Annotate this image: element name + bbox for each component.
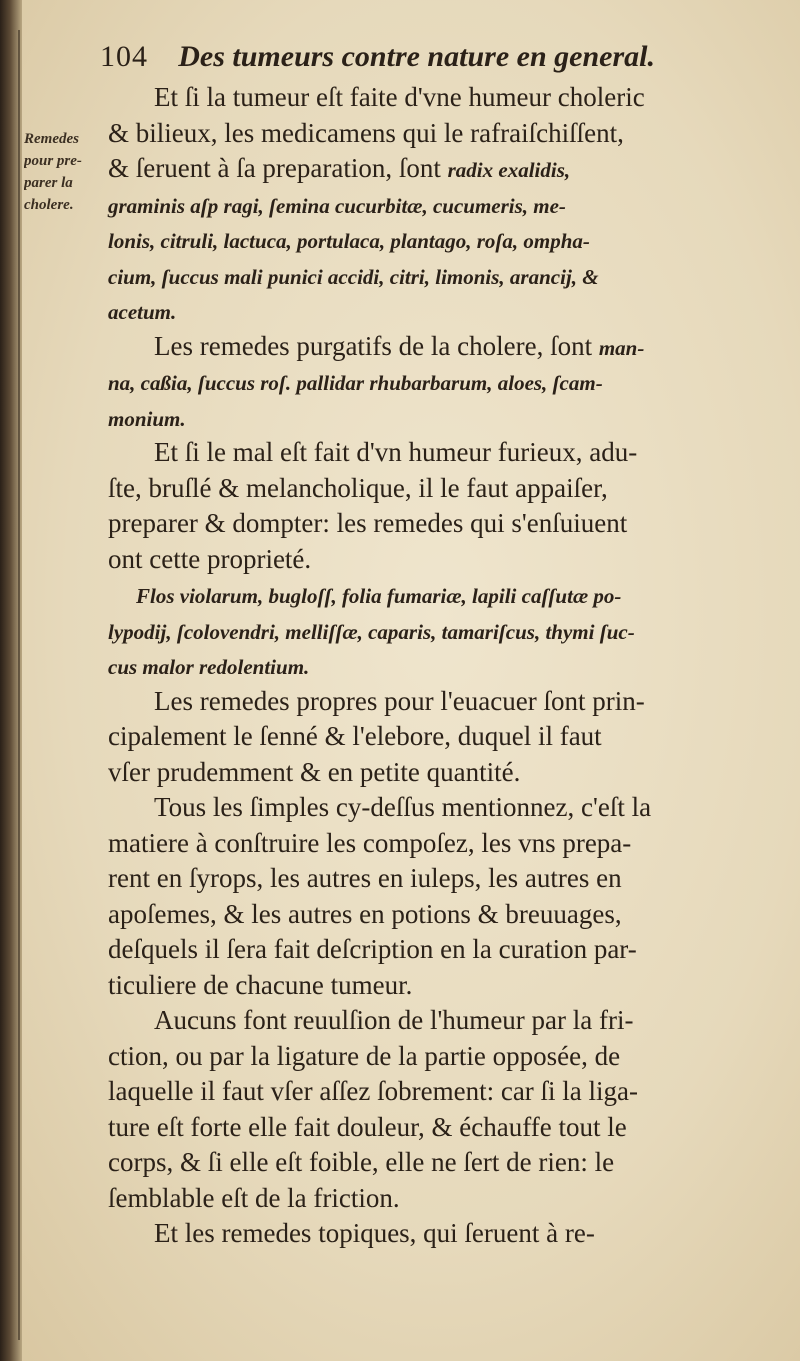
text-line — [108, 1216, 788, 1252]
french-text: Et ſi le mal eſt fait d'vn humeur furieux, adu- — [154, 437, 638, 467]
text-line — [108, 577, 788, 613]
text-line — [108, 187, 788, 223]
margin-note — [24, 128, 98, 216]
latin-text: cium, ſuccus mali punici accidi, citri, limonis, arancij, & — [108, 264, 599, 289]
french-text: laquelle il faut vſer aſſez ſobrement: car ſi la liga- — [108, 1076, 639, 1106]
margin-note-line: cholere. — [24, 197, 74, 213]
french-text: Et ſi la tumeur eſt faite d'vne humeur choleric — [154, 82, 645, 112]
text-line — [108, 1074, 788, 1110]
french-text: rent en ſyrops, les autres en iuleps, les autres en — [108, 863, 622, 893]
running-title: Des tumeurs contre nature en general. — [178, 40, 655, 73]
text-line — [108, 1039, 788, 1075]
text-line — [108, 826, 788, 862]
text-line — [108, 755, 788, 791]
text-line — [108, 613, 788, 649]
french-text: Les remedes purgatifs de la cholere, ſont — [154, 330, 599, 361]
page-body — [108, 80, 788, 1252]
paragraph — [108, 790, 788, 1003]
french-text: Les remedes propres pour l'euacuer ſont prin- — [154, 685, 645, 716]
french-text: & ſeruent à ſa preparation, ſont — [108, 153, 448, 183]
page-number: 104 — [100, 40, 148, 73]
paragraph — [108, 684, 788, 791]
text-line — [108, 364, 788, 400]
french-text: preparer & dompter: les remedes qui s'enſuiuent — [108, 508, 628, 538]
text-line — [108, 1145, 788, 1181]
text-line — [108, 684, 788, 720]
latin-text: na, caßia, ſuccus roſ. pallidar rhubarbarum, aloes, ſcam- — [108, 371, 603, 395]
text-line — [108, 222, 788, 258]
latin-text: radix exalidis, — [447, 158, 571, 182]
latin-text: lonis, citruli, lactuca, portulaca, plantago, roſa, ompha- — [108, 229, 590, 253]
paragraph — [108, 329, 788, 436]
margin-note-line: Remedes — [24, 131, 79, 147]
paragraph — [108, 577, 788, 684]
text-line — [108, 648, 788, 684]
text-line — [108, 932, 788, 968]
french-text: vſer prudemment & en petite quantité. — [108, 756, 521, 787]
text-line — [108, 151, 788, 187]
text-line — [108, 471, 788, 507]
text-line — [108, 80, 788, 116]
french-text: ction, ou par la ligature de la partie opposée, de — [108, 1040, 621, 1071]
french-text: Aucuns font reuulſion de l'humeur par la fri- — [154, 1005, 634, 1035]
latin-text: monium. — [108, 406, 186, 431]
latin-text: graminis aſp ragi, ſemina cucurbitæ, cucumeris, me- — [108, 193, 566, 218]
text-line — [108, 1003, 788, 1039]
latin-text: man- — [598, 335, 645, 360]
text-line — [108, 400, 788, 436]
text-line — [108, 790, 788, 826]
french-text: ture eſt forte elle fait douleur, & échauffe tout le — [108, 1111, 627, 1142]
french-text: ſte, bruſlé & melancholique, il le faut appaiſer, — [108, 472, 608, 503]
french-text: ſemblable eſt de la friction. — [108, 1182, 400, 1213]
text-line — [108, 719, 788, 755]
latin-text: acetum. — [108, 300, 177, 324]
french-text: cipalement le ſenné & l'elebore, duquel il faut — [108, 721, 602, 751]
text-line — [108, 897, 788, 933]
text-line — [108, 542, 788, 578]
text-line — [108, 116, 788, 152]
text-line — [108, 1181, 788, 1217]
text-line — [108, 435, 788, 471]
paragraph — [108, 1003, 788, 1216]
text-line — [108, 258, 788, 294]
margin-note-line: pour pre- — [24, 153, 82, 169]
latin-text: Flos violarum, bugloſſ, folia fumariæ, lapili caſſutæ po- — [136, 584, 622, 608]
page-header — [100, 38, 780, 82]
latin-text: cus malor redolentium. — [108, 655, 310, 679]
margin-note-line: parer la — [24, 175, 73, 191]
text-line — [108, 861, 788, 897]
latin-text: lypodij, ſcolovendri, melliſſæ, caparis, tamariſcus, thymi ſuc- — [108, 619, 635, 644]
gutter-edge — [18, 30, 20, 1340]
text-line — [108, 506, 788, 542]
text-line — [108, 329, 788, 365]
french-text: & bilieux, les medicamens qui le rafraiſchiſſent, — [108, 117, 624, 148]
text-line — [108, 968, 788, 1004]
french-text: corps, & ſi elle eſt foible, elle ne ſert de rien: le — [108, 1147, 615, 1177]
text-line — [108, 293, 788, 329]
french-text: deſquels il ſera fait deſcription en la curation par- — [108, 934, 637, 964]
french-text: apoſemes, & les autres en potions & breuuages, — [108, 898, 622, 929]
french-text: Et les remedes topiques, qui ſeruent à re- — [154, 1218, 595, 1248]
french-text: Tous les ſimples cy-deſſus mentionnez, c'eſt la — [154, 792, 652, 822]
paragraph — [108, 435, 788, 577]
paragraph — [108, 80, 788, 329]
french-text: ont cette proprieté. — [108, 543, 312, 574]
text-line — [108, 1110, 788, 1146]
french-text: ticuliere de chacune tumeur. — [108, 969, 413, 1000]
french-text: matiere à conſtruire les compoſez, les vns prepa- — [108, 827, 632, 858]
paragraph — [108, 1216, 788, 1252]
